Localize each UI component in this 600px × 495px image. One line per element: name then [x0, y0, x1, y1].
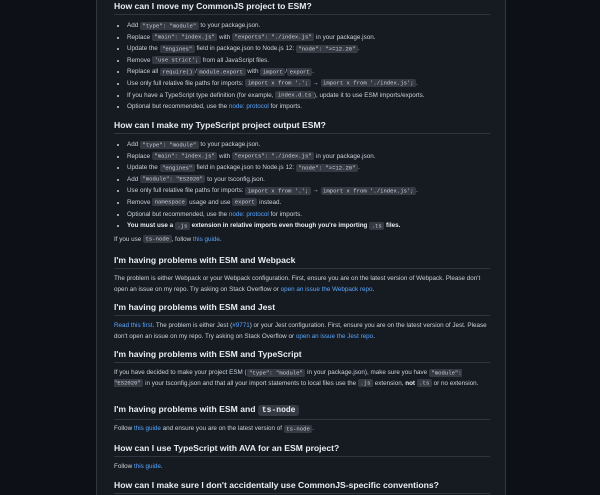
section-heading: I'm having problems with ESM and Jest [114, 301, 490, 316]
list-item: • Add "module": "ES2020" to your tsconfig.json. [127, 174, 490, 186]
list-item: • Update the "engines" field in package.json to Node.js 12: "node": ">=12.20" . [127, 43, 490, 55]
section-move-commonjs [114, 0, 490, 113]
inline-code: module.export [197, 68, 246, 76]
inline-code: "exports": "./index.js" [232, 152, 314, 160]
list-item: • Use only full relative file paths for imports: import x from '.'; → import x from './index.js'; . [127, 78, 490, 90]
ts-node-note: If you use ts-node , follow this guide. [114, 235, 222, 243]
inline-link[interactable]: protocol [246, 103, 269, 111]
step-list [114, 20, 490, 113]
section-heading: I'm having problems with ESM and Webpack [114, 254, 490, 269]
inline-link[interactable]: protocol [246, 210, 269, 218]
list-item [127, 220, 490, 232]
inline-code: "main": "index.js" [152, 152, 217, 160]
list-item: • Update the "engines" field in package.json to Node.js 12: "node": ">=12.20" . [127, 162, 490, 174]
inline-link[interactable]: this guide [133, 463, 161, 470]
section-heading: I'm having problems with ESM and TypeScript [114, 348, 490, 363]
section-heading: How can I move my CommonJS project to ESM? [114, 0, 490, 15]
section-heading: How can I make my TypeScript project output ESM? [114, 119, 490, 134]
inline-code: import x from './index.js'; [321, 187, 417, 195]
webpack-paragraph: The problem is either Webpack or your Webpack configuration. First, ensure you are on the latest version of Webpack. Please don't open an issue on my repo. Try asking on Stack Overflow or open an issue the Webpack repo. [114, 275, 481, 293]
list-item: • Remove namespace usage and use export instead. [127, 197, 490, 209]
document-page [96, 0, 506, 495]
inline-code: .js [175, 222, 190, 230]
inline-code: "type": "module" [140, 22, 199, 30]
list-item: • Add "type": "module" to your package.json. [127, 139, 490, 151]
list-item: • Replace "main": "index.js" with "exports": "./index.js" in your package.json. [127, 32, 490, 44]
typescript-paragraph: If you have decided to make your project ESM ( "type": "module" in your package.json), make sure you have "module": "ES2020" in your tsconfig.json and that all your import statements to local files use the .js extension, not .ts or no extension. [114, 369, 479, 387]
section-jest [114, 301, 490, 342]
inline-code: import x from '.'; [245, 187, 310, 195]
inline-code: import x from './index.js'; [321, 79, 417, 87]
inline-code: .ts [369, 222, 384, 230]
inline-code: ts-node [143, 235, 172, 243]
inline-code: ts-node [284, 425, 313, 433]
inline-code: "engines" [160, 45, 195, 53]
inline-link[interactable]: open an issue the Webpack repo [280, 285, 373, 293]
inline-code: "module": "ES2020" [140, 175, 205, 183]
inline-code: "type": "module" [140, 141, 199, 149]
inline-code: "exports": "./index.js" [232, 33, 314, 41]
inline-code: "module": "ES2020" [114, 369, 462, 387]
inline-code: .js [358, 379, 373, 387]
section-heading: How can I use TypeScript with AVA for an ESM project? [114, 442, 490, 457]
inline-code: export [287, 68, 312, 76]
list-item: • Optional but recommended, use the node: protocol for imports. [127, 209, 490, 221]
ava-paragraph: Follow this guide. [114, 463, 163, 470]
inline-code: import [260, 68, 285, 76]
list-item: • Optional but recommended, use the node: protocol for imports. [127, 101, 490, 113]
section-ts-node [114, 403, 490, 435]
inline-code: "type": "module" [247, 369, 306, 377]
inline-link[interactable]: node: [228, 103, 245, 111]
section-heading: I'm having problems with ESM and ts-node [114, 403, 490, 420]
inline-code: .ts [417, 379, 432, 387]
inline-code: "engines" [160, 164, 195, 172]
inline-link[interactable]: node: [228, 210, 245, 218]
section-typescript [114, 348, 490, 389]
inline-link[interactable]: Read this first [114, 322, 153, 329]
heading-code: ts-node [258, 405, 300, 416]
list-item: • Replace all require() / module.export with import export . [127, 66, 490, 78]
list-item: • Add "type": "module" to your package.json. [127, 20, 490, 32]
section-heading: How can I make sure I don't accidentally use CommonJS-specific conventions? [114, 479, 490, 494]
list-item: • Use only full relative file paths for imports: import x from '.'; → import x from './index.js'; . [127, 185, 490, 197]
inline-link[interactable]: this guide [133, 425, 161, 432]
section-commonjs-conventions [114, 479, 490, 494]
inline-link[interactable]: open an issue the Jest repo [295, 332, 374, 340]
inline-code: export [232, 198, 257, 206]
list-item: • If you have a TypeScript type definition (for example, index.d.ts ), update it to use ESM imports/exports. [127, 90, 490, 102]
section-typescript-esm [114, 119, 490, 245]
inline-link[interactable]: #9771 [232, 322, 250, 329]
list-item: • Replace "main": "index.js" with "exports": "./index.js" in your package.json. [127, 151, 490, 163]
inline-code: 'use strict'; [152, 56, 201, 64]
ts-node-paragraph: Follow this guide and ensure you are on the latest version of ts-node . [114, 425, 315, 432]
bold-text: files. [384, 222, 401, 230]
inline-code: index.d.ts [275, 91, 314, 99]
inline-code: import x from '.'; [245, 79, 310, 87]
inline-code: require() [160, 68, 195, 76]
bold-text: You must use a [127, 222, 175, 230]
section-ava [114, 442, 490, 473]
bold-text: extension in relative imports even though you're importing [189, 222, 370, 230]
inline-code: "main": "index.js" [152, 33, 217, 41]
bold-text: not [405, 379, 416, 387]
jest-paragraph: Read this first. The problem is either Jest (#9771) or your Jest configuration. First, ensure you are on the latest version of Jest. Please don't open an issue on my repo. Try asking on Stack Overflow or open an issue the Jest repo. [114, 322, 487, 340]
inline-link[interactable]: this guide [192, 235, 220, 243]
section-webpack [114, 254, 490, 295]
step-list [114, 139, 490, 232]
list-item: • Remove 'use strict'; from all JavaScript files. [127, 55, 490, 67]
inline-code: "node": ">=12.20" [296, 45, 358, 53]
inline-code: namespace [152, 198, 187, 206]
inline-code: "node": ">=12.20" [296, 164, 358, 172]
